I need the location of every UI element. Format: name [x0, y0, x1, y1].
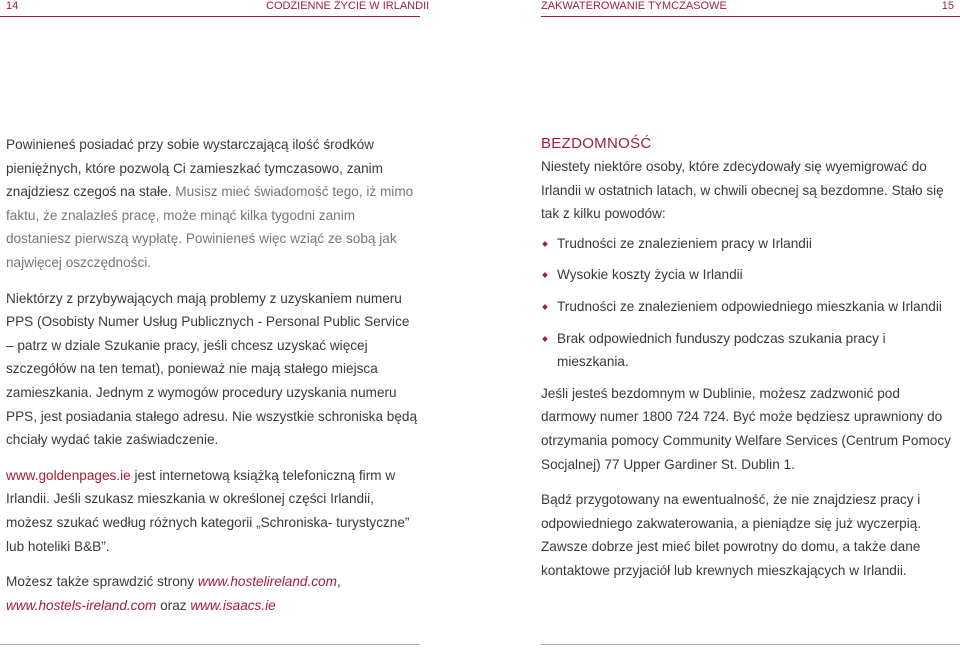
websites-separator: , [336, 574, 341, 590]
hostels-ireland-link[interactable]: www.hostels-ireland.com [6, 597, 157, 613]
websites-conjunction: oraz [156, 597, 191, 613]
right-column [541, 133, 953, 595]
goldenpages-link[interactable]: www.goldenpages.ie [6, 467, 131, 483]
paragraph-be-prepared: Bądź przygotowany na ewentualność, że nie znajdziesz pracy i odpowiedniego zakwaterowania, a pieniądze się już wyczerpią. Zawsze dobrze jest mieć bilet powrotny do domu, a także dane kontaktowe przyjaciół lub krewnych mieszkających w Irlandii. [541, 492, 922, 578]
right-page-number: 15 [941, 0, 954, 12]
paragraph-goldenpages [6, 464, 418, 558]
paragraph-dublin-help: Jeśli jesteś bezdomnym w Dublinie, możesz zadzwonić pod darmowy numer 1800 724 724. Być może będziesz uprawniony do otrzymania pomocy Community Welfare Services (Centrum Pomocy Socjalnej) 77 Upper Gardiner St. Dublin 1. [541, 385, 951, 472]
paragraph-homeless-intro: Niestety niektóre osoby, które zdecydowały się wyemigrować do Irlandii w ostatnich latach, w chwili obecnej są bezdomne. Stało się tak z kilku powodów: [541, 159, 944, 222]
left-header-rule [0, 16, 420, 17]
left-column [6, 133, 418, 629]
right-footer-rule [541, 644, 960, 645]
left-page-number: 14 [6, 0, 19, 12]
isaacs-link[interactable]: www.isaacs.ie [190, 597, 276, 613]
list-item: Brak odpowiednich funduszy podczas szukania pracy i mieszkania. [541, 327, 953, 374]
left-footer-rule [0, 644, 420, 645]
goldenpages-text: jest internetową książką telefoniczną firm w Irlandii. Jeśli szukasz mieszkania w określonej części Irlandii, możesz szukać według różnych kategorii „Schroniska- turystyczne” lub hoteliki B&B”. [6, 467, 410, 554]
reasons-list [541, 232, 953, 374]
paragraph-websites [6, 570, 418, 617]
websites-prefix: Możesz także sprawdzić strony [6, 574, 198, 590]
list-item: Trudności ze znalezieniem odpowiedniego mieszkania w Irlandii [541, 295, 953, 319]
savings-text-a: Powinieneś posiadać przy sobie wystarczającą ilość środków pieniężnych, które pozwolą Ci zamieszkać tymczasowo, zanim znajdziesz czegoś na stałe. [6, 137, 383, 200]
right-header-rule [541, 16, 960, 17]
savings-text-b: Musisz mieć świadomość tego, iż mimo faktu, że znalazłeś pracę, może minąć kilka tygodni zanim dostaniesz pierwszą wypłatę. Powinieneś więc wziąć ze sobą jak najwięcej oszczędności. [6, 184, 414, 270]
paragraph-pps: Niektórzy z przybywających mają problemy z uzyskaniem numeru PPS (Osobisty Numer Usług Publicznych - Personal Public Service – patrz w dziale Szukanie pracy, jeśli chcesz uzyskać więcej szczegółów na ten temat), ponieważ nie mają stałego miejsca zamieszkania. Jednym z wymogów procedury uzyskania numeru PPS, jest posiadania stałego adresu. Nie wszystkie schroniska będą chciały wydać takie zaświadczenie. [6, 290, 418, 448]
right-running-title: ZAKWATEROWANIE TYMCZASOWE [541, 0, 727, 12]
left-running-title: CODZIENNE ŻYCIE W IRLANDII [266, 0, 430, 12]
section-heading: BEZDOMNOŚĆ [541, 135, 652, 152]
list-item: Wysokie koszty życia w Irlandii [541, 263, 953, 287]
paragraph-savings [6, 133, 418, 275]
hostelireland-link[interactable]: www.hostelireland.com [197, 574, 337, 590]
list-item: Trudności ze znalezieniem pracy w Irlandii [541, 232, 953, 256]
